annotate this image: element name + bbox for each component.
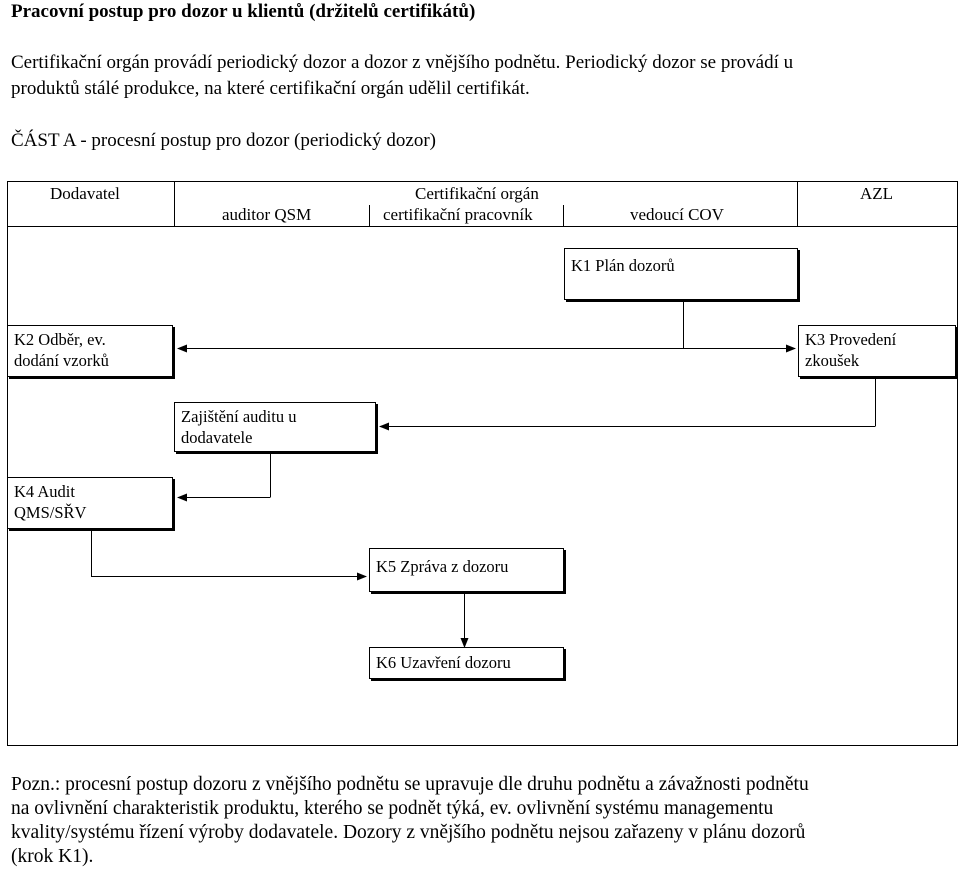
note-line-3: kvality/systému řízení výroby dodavatele. Dozory z vnějšího podnětu nejsou zařazeny v plánu dozorů	[11, 822, 806, 843]
section-title: ČÁST A - procesní postup pro dozor (periodický dozor)	[11, 130, 436, 151]
header-auditor: auditor QSM	[222, 205, 312, 224]
intro-line-1: Certifikační orgán provádí periodický dozor a dozor z vnějšího podnětu. Periodický dozor se provádí u	[11, 52, 794, 73]
step-k3-label-2: zkoušek	[805, 351, 860, 370]
step-k4-label-1: K4 Audit	[14, 482, 75, 501]
page-title: Pracovní postup pro dozor u klientů (držitelů certifikátů)	[11, 1, 476, 22]
header-pracovnik: certifikační pracovník	[383, 205, 533, 224]
step-k1-label: K1 Plán dozorů	[571, 256, 675, 275]
step-k4-box	[7, 477, 173, 529]
note	[11, 773, 951, 869]
note-line-2: na ovlivnění charakteristik produktu, kterého se podnět týká, ev. ovlivnění systému managementu	[11, 798, 774, 819]
intro-line-2: produktů stálé produkce, na které certifikační orgán udělil certifikát.	[11, 78, 530, 99]
header-vedouci: vedoucí COV	[630, 205, 724, 224]
step-zajisteni-label-2: dodavatele	[181, 428, 253, 447]
note-line-4: (krok K1).	[11, 846, 94, 867]
step-k1-box	[564, 248, 798, 300]
header-azl: AZL	[860, 184, 894, 203]
header-certifikacni-organ: Certifikační orgán	[415, 184, 539, 203]
step-zajisteni-box	[174, 402, 376, 452]
step-k2-label-2: dodání vzorků	[14, 351, 109, 370]
step-k3-box	[798, 325, 956, 377]
step-k5-box	[369, 548, 564, 592]
step-k2-box	[7, 325, 173, 377]
step-k4-label-2: QMS/SŘV	[14, 503, 87, 522]
step-k2-label-1: K2 Odběr, ev.	[14, 330, 106, 349]
step-k6-label: K6 Uzavření dozoru	[376, 653, 511, 672]
note-line-1: Pozn.: procesní postup dozoru z vnějšího podnětu se upravuje dle druhu podnětu a závažnosti podnětu	[11, 774, 809, 795]
step-k6-box	[369, 647, 564, 679]
header-dodavatel: Dodavatel	[50, 184, 120, 203]
step-k3-label-1: K3 Provedení	[805, 330, 897, 349]
step-k5-label: K5 Zpráva z dozoru	[376, 557, 509, 576]
step-zajisteni-label-1: Zajištění auditu u	[181, 407, 297, 426]
